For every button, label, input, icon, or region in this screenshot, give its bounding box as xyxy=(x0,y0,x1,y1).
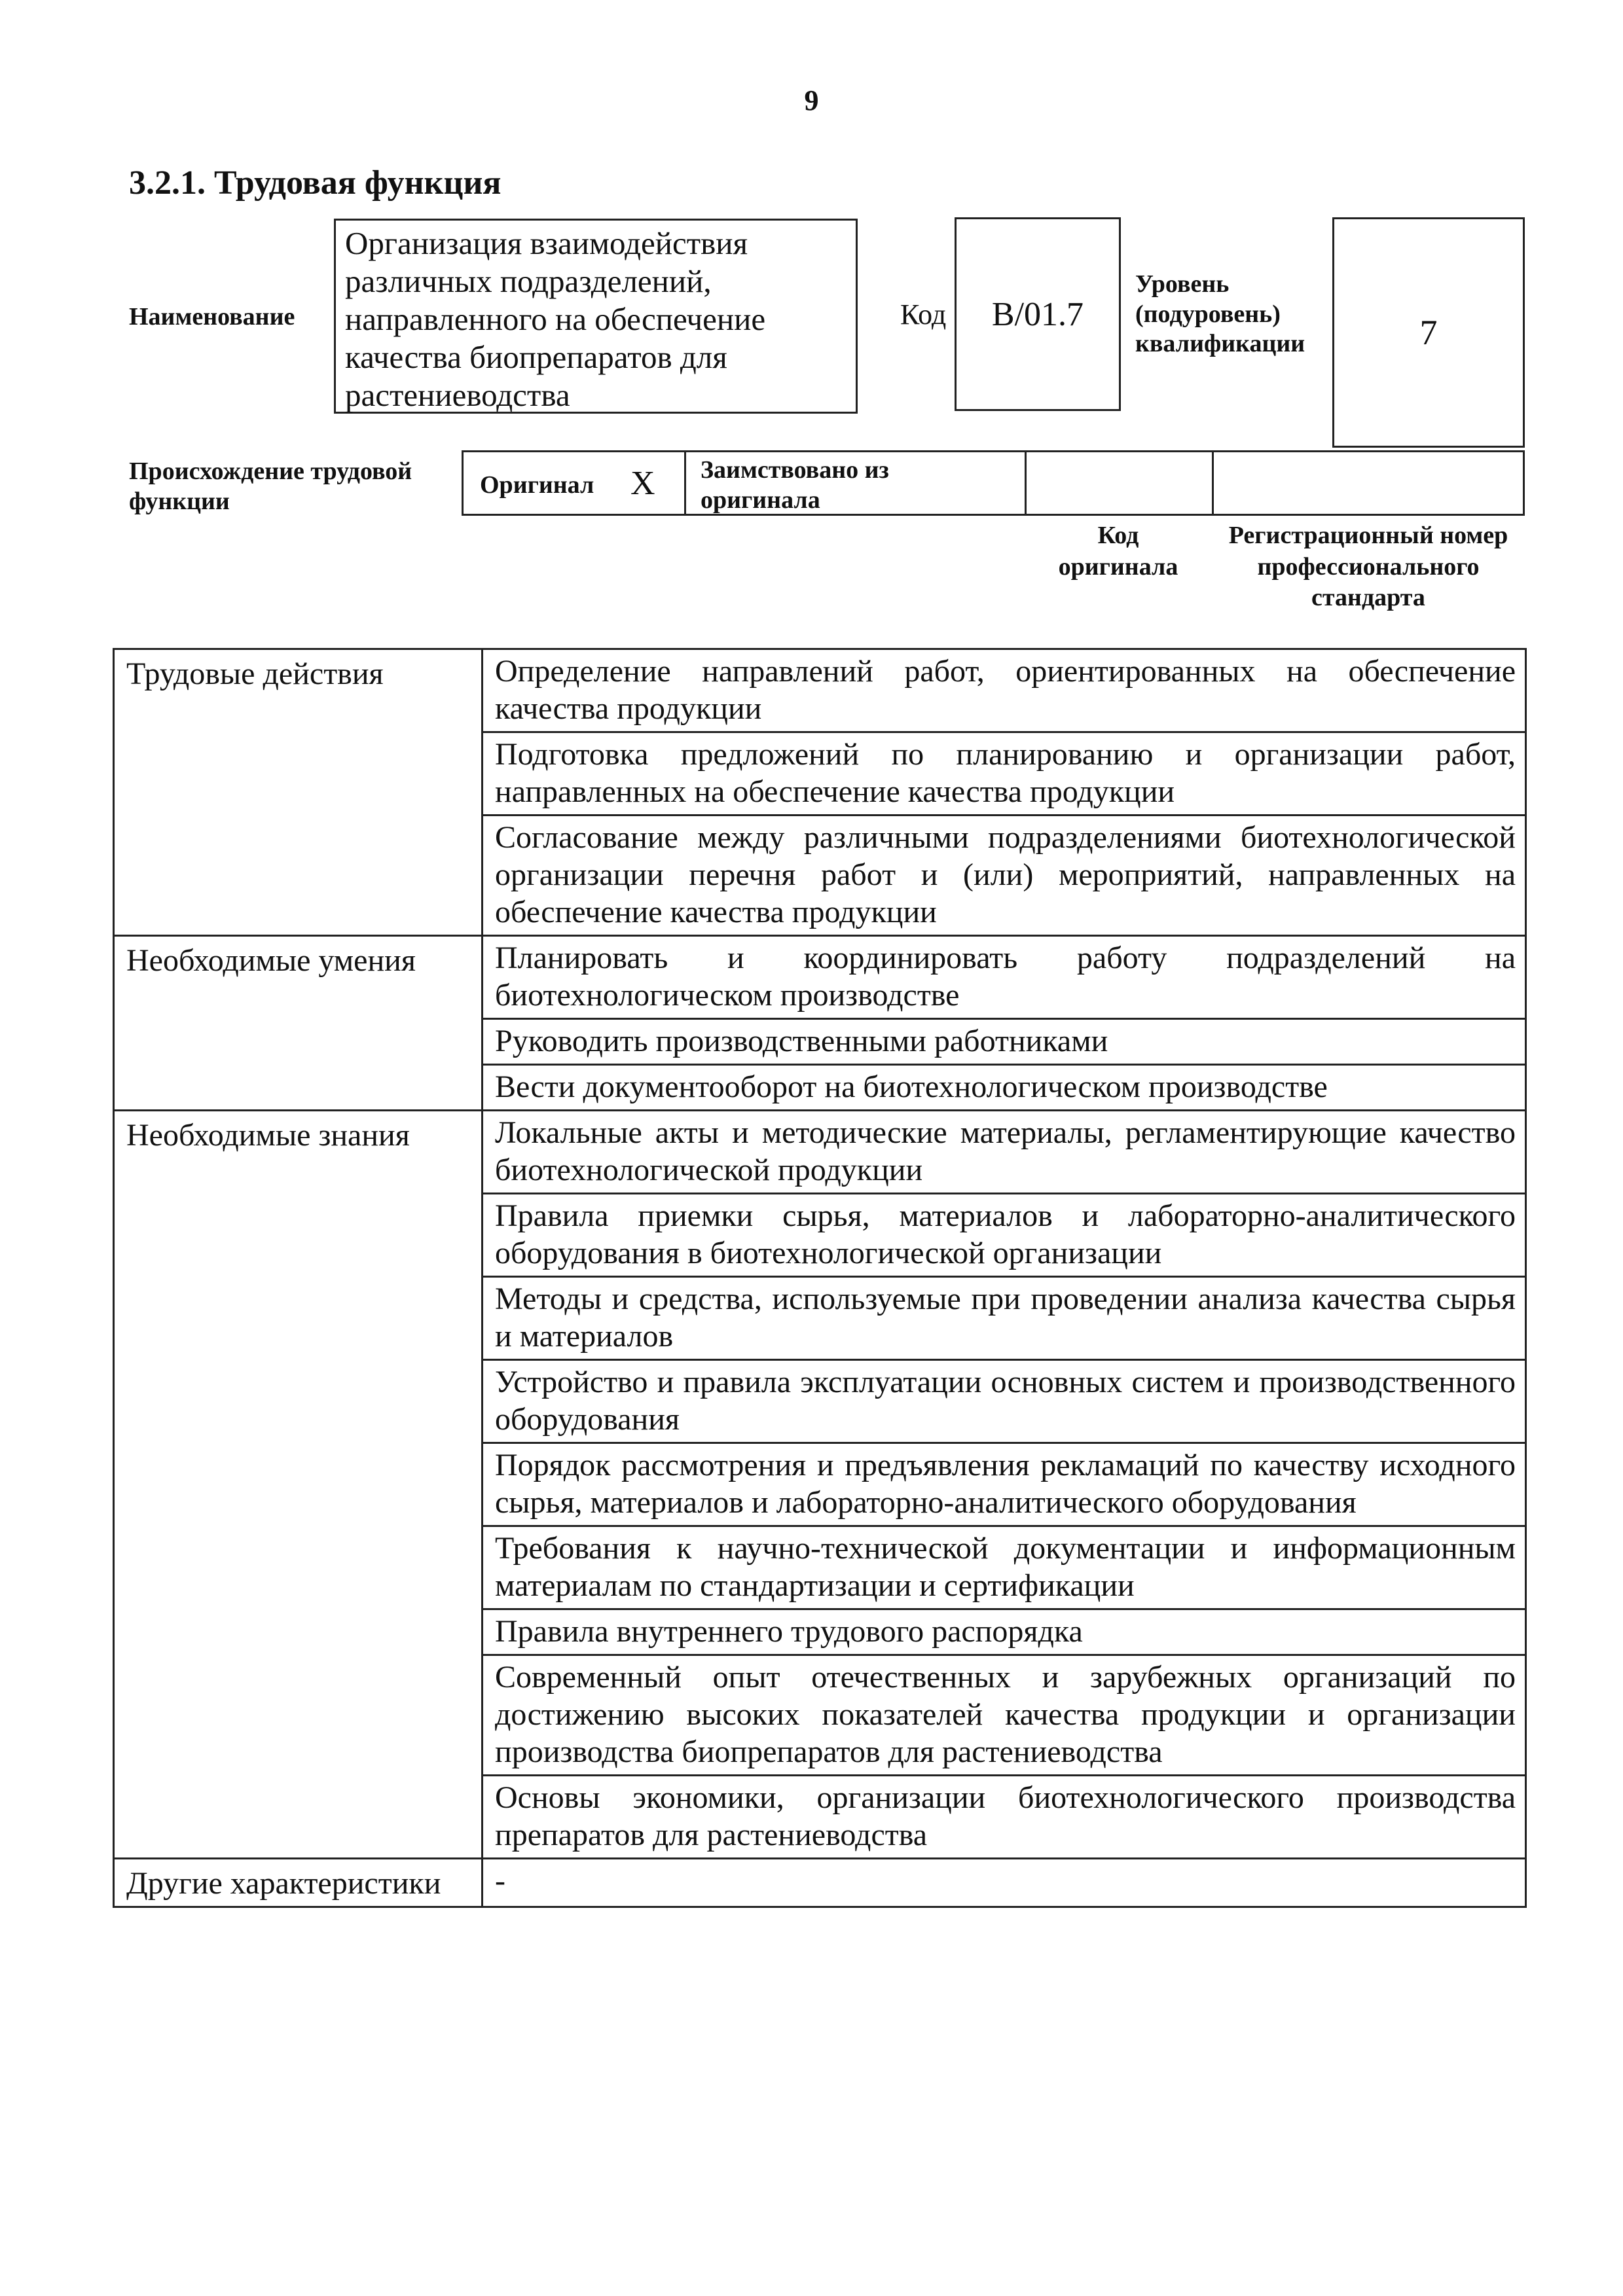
code-original-caption-line1: Код xyxy=(1097,522,1139,549)
reg-number-caption-line3: стандарта xyxy=(1311,584,1425,611)
labor-action-item: Согласование между различными подразделениями биотехнологической организации перечня работ и (или) мероприятий, направленных на обеспечение качества продукции xyxy=(483,816,1526,936)
level-label-line2: (подуровень) xyxy=(1135,300,1281,328)
knowledge-item: Современный опыт отечественных и зарубежных организаций по достижению высоких показателей качества продукции и организации производства биопрепаратов для растениеводства xyxy=(483,1655,1526,1776)
origin-borrowed-cell xyxy=(684,452,1025,514)
table-row xyxy=(114,1859,1526,1907)
borrowed-label-line2: оригинала xyxy=(701,486,820,514)
code-value: B/01.7 xyxy=(955,217,1121,411)
knowledge-label: Необходимые знания xyxy=(114,1111,483,1859)
origin-row xyxy=(462,450,1525,516)
origin-original-cell xyxy=(462,452,684,514)
labor-action-item: Определение направлений работ, ориентированных на обеспечение качества продукции xyxy=(483,649,1526,732)
knowledge-item: Методы и средства, используемые при проведении анализа качества сырья и материалов xyxy=(483,1277,1526,1360)
knowledge-item: Устройство и правила эксплуатации основных систем и производственного оборудования xyxy=(483,1360,1526,1443)
level-label xyxy=(1135,270,1305,359)
page-number: 9 xyxy=(804,84,819,117)
knowledge-item: Правила приемки сырья, материалов и лабораторно-аналитического оборудования в биотехнологической организации xyxy=(483,1194,1526,1277)
level-value: 7 xyxy=(1332,217,1525,448)
reg-number-caption-line1: Регистрационный номер xyxy=(1228,522,1508,549)
code-label: Код xyxy=(900,298,947,331)
level-label-line1: Уровень xyxy=(1135,270,1230,298)
reg-number-caption xyxy=(1212,520,1525,614)
labor-action-item: Подготовка предложений по планированию и организации работ, направленных на обеспечение качества продукции xyxy=(483,732,1526,816)
reg-number-caption-line2: профессионального xyxy=(1257,552,1480,581)
borrowed-label xyxy=(701,455,889,515)
function-table xyxy=(113,648,1527,1908)
table-row xyxy=(114,1111,1526,1194)
knowledge-item: Требования к научно-технической документации и информационным материалам по стандартизации и сертификации xyxy=(483,1526,1526,1609)
borrowed-label-line1: Заимствовано из xyxy=(701,456,889,484)
knowledge-item: Локальные акты и методические материалы, регламентирующие качество биотехнологической продукции xyxy=(483,1111,1526,1194)
table-row xyxy=(114,649,1526,732)
skill-item: Вести документооборот на биотехнологическом производстве xyxy=(483,1065,1526,1111)
table-row xyxy=(114,936,1526,1019)
origin-label-line1: Происхождение трудовой xyxy=(129,457,412,485)
original-label: Оригинал xyxy=(480,471,594,499)
section-title: 3.2.1. Трудовая функция xyxy=(129,164,501,202)
code-original-caption-line2: оригинала xyxy=(1058,552,1178,581)
other-label: Другие характеристики xyxy=(114,1859,483,1907)
skill-item: Руководить производственными работниками xyxy=(483,1019,1526,1065)
knowledge-item: Правила внутреннего трудового распорядка xyxy=(483,1609,1526,1655)
origin-reg-cell xyxy=(1212,452,1525,514)
other-value: - xyxy=(483,1859,1526,1907)
original-mark: X xyxy=(630,465,655,502)
skill-item: Планировать и координировать работу подразделений на биотехнологическом производстве xyxy=(483,936,1526,1019)
code-original-caption xyxy=(1025,520,1212,583)
origin-label-line2: функции xyxy=(129,487,230,515)
origin-label xyxy=(129,457,412,516)
name-value: Организация взаимодействия различных подразделений, направленного на обеспечение качества биопрепаратов для растениеводства xyxy=(334,219,858,414)
name-label: Наименование xyxy=(129,303,295,331)
knowledge-item: Основы экономики, организации биотехнологического производства препаратов для растениеводства xyxy=(483,1776,1526,1859)
labor-actions-label: Трудовые действия xyxy=(114,649,483,936)
level-label-line3: квалификации xyxy=(1135,330,1305,358)
skills-label: Необходимые умения xyxy=(114,936,483,1111)
origin-code-cell xyxy=(1025,452,1212,514)
knowledge-item: Порядок рассмотрения и предъявления рекламаций по качеству исходного сырья, материалов и лабораторно-аналитического оборудования xyxy=(483,1443,1526,1526)
